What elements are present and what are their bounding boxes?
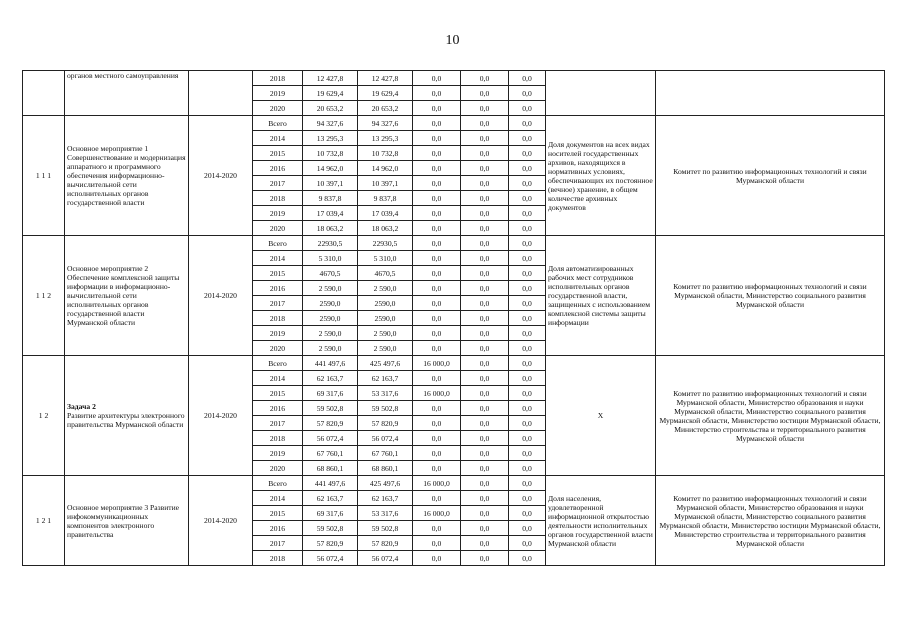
regional-budget-cell: 56 072,4 [358,431,413,446]
local-budget-cell: 0,0 [461,431,509,446]
year-cell: Всего [253,476,303,491]
other-sources-cell: 0,0 [509,71,546,86]
other-sources-cell: 0,0 [509,296,546,311]
federal-budget-cell: 0,0 [413,311,461,326]
local-budget-cell: 0,0 [461,236,509,251]
total-cell: 441 497,6 [303,356,358,371]
regional-budget-cell: 57 820,9 [358,416,413,431]
year-cell: Всего [253,116,303,131]
other-sources-cell: 0,0 [509,401,546,416]
other-sources-cell: 0,0 [509,191,546,206]
year-cell: 2020 [253,341,303,356]
year-cell: 2020 [253,221,303,236]
year-cell: Всего [253,356,303,371]
total-cell: 10 397,1 [303,176,358,191]
federal-budget-cell: 0,0 [413,131,461,146]
year-cell: 2019 [253,86,303,101]
table-body [23,71,885,566]
section-name-cell [65,356,189,476]
local-budget-cell: 0,0 [461,326,509,341]
federal-budget-cell: 0,0 [413,401,461,416]
federal-budget-cell: 0,0 [413,446,461,461]
section-code-cell: 1 1 1 [23,116,65,236]
year-cell: 2015 [253,386,303,401]
indicator-cell [546,71,656,116]
regional-budget-cell: 59 502,8 [358,521,413,536]
total-cell: 12 427,8 [303,71,358,86]
local-budget-cell: 0,0 [461,71,509,86]
other-sources-cell: 0,0 [509,416,546,431]
local-budget-cell: 0,0 [461,266,509,281]
regional-budget-cell: 2590,0 [358,296,413,311]
year-cell: 2018 [253,71,303,86]
indicator-cell: Х [546,356,656,476]
total-cell: 441 497,6 [303,476,358,491]
other-sources-cell: 0,0 [509,116,546,131]
year-cell: 2015 [253,506,303,521]
local-budget-cell: 0,0 [461,281,509,296]
regional-budget-cell: 57 820,9 [358,536,413,551]
regional-budget-cell: 2590,0 [358,311,413,326]
indicator-cell: Доля населения, удовлетворенной информационной открытостью деятельности исполнительных органов государственной власти Мурманской области [546,476,656,566]
section-name-text: Основное мероприятие 2 Обеспечение комплексной защиты информации в информационно-вычислительной сети исполнительных органов государственной власти Мурманской области [67,264,180,327]
local-budget-cell: 0,0 [461,536,509,551]
table-row [23,356,885,371]
year-cell: 2018 [253,431,303,446]
section-name-cell [65,71,189,116]
local-budget-cell: 0,0 [461,191,509,206]
federal-budget-cell: 0,0 [413,161,461,176]
year-cell: 2016 [253,401,303,416]
federal-budget-cell: 0,0 [413,341,461,356]
year-cell: 2014 [253,131,303,146]
total-cell: 2590,0 [303,296,358,311]
year-cell: 2019 [253,326,303,341]
local-budget-cell: 0,0 [461,521,509,536]
regional-budget-cell: 17 039,4 [358,206,413,221]
other-sources-cell: 0,0 [509,206,546,221]
year-cell: 2017 [253,536,303,551]
total-cell: 22930,5 [303,236,358,251]
total-cell: 19 629,4 [303,86,358,101]
section-code-cell: 1 2 1 [23,476,65,566]
period-cell: 2014-2020 [189,236,253,356]
local-budget-cell: 0,0 [461,161,509,176]
year-cell: 2017 [253,296,303,311]
local-budget-cell: 0,0 [461,86,509,101]
federal-budget-cell: 0,0 [413,236,461,251]
federal-budget-cell: 0,0 [413,251,461,266]
section-name-text: Основное мероприятие 1 Совершенствование и модернизация аппаратного и программного обеспечения информационно-вычислительной сети исполнительных органов государственной власти [67,144,186,207]
regional-budget-cell: 68 860,1 [358,461,413,476]
table-row [23,236,885,251]
federal-budget-cell: 0,0 [413,551,461,566]
regional-budget-cell: 53 317,6 [358,386,413,401]
regional-budget-cell: 59 502,8 [358,401,413,416]
federal-budget-cell: 0,0 [413,491,461,506]
local-budget-cell: 0,0 [461,476,509,491]
total-cell: 2 590,0 [303,326,358,341]
other-sources-cell: 0,0 [509,101,546,116]
other-sources-cell: 0,0 [509,311,546,326]
total-cell: 56 072,4 [303,551,358,566]
other-sources-cell: 0,0 [509,221,546,236]
total-cell: 4670,5 [303,266,358,281]
regional-budget-cell: 2 590,0 [358,326,413,341]
total-cell: 2590,0 [303,311,358,326]
regional-budget-cell: 4670,5 [358,266,413,281]
regional-budget-cell: 425 497,6 [358,356,413,371]
section-name-cell [65,236,189,356]
local-budget-cell: 0,0 [461,221,509,236]
other-sources-cell: 0,0 [509,536,546,551]
page-number: 10 [445,33,460,48]
year-cell: 2018 [253,551,303,566]
regional-budget-cell: 14 962,0 [358,161,413,176]
total-cell: 2 590,0 [303,341,358,356]
total-cell: 57 820,9 [303,536,358,551]
year-cell: 2014 [253,491,303,506]
federal-budget-cell: 0,0 [413,416,461,431]
other-sources-cell: 0,0 [509,341,546,356]
other-sources-cell: 0,0 [509,506,546,521]
local-budget-cell: 0,0 [461,131,509,146]
local-budget-cell: 0,0 [461,146,509,161]
section-code-cell: 1 2 [23,356,65,476]
section-name-cell [65,476,189,566]
federal-budget-cell: 0,0 [413,296,461,311]
local-budget-cell: 0,0 [461,176,509,191]
federal-budget-cell: 16 000,0 [413,506,461,521]
regional-budget-cell: 5 310,0 [358,251,413,266]
regional-budget-cell: 10 397,1 [358,176,413,191]
local-budget-cell: 0,0 [461,296,509,311]
federal-budget-cell: 0,0 [413,221,461,236]
year-cell: 2016 [253,281,303,296]
executor-cell: Комитет по развитию информационных технологий и связи Мурманской области, Министерство образования и науки Мурманской области, Министерство социального развития Мурманской области, Министерство юстиции Мурманской области, Министерство строительства и территориального развития Мурманской области [656,356,885,476]
local-budget-cell: 0,0 [461,461,509,476]
total-cell: 10 732,8 [303,146,358,161]
other-sources-cell: 0,0 [509,86,546,101]
indicator-cell: Доля автоматизированных рабочих мест сотрудников исполнительных органов государственной власти, защищенных с использованием комплексной системы защиты информации [546,236,656,356]
local-budget-cell: 0,0 [461,206,509,221]
other-sources-cell: 0,0 [509,461,546,476]
section-task-label: Задача 2 [67,402,96,411]
federal-budget-cell: 0,0 [413,266,461,281]
federal-budget-cell: 16 000,0 [413,476,461,491]
regional-budget-cell: 19 629,4 [358,86,413,101]
regional-budget-cell: 53 317,6 [358,506,413,521]
program-table [22,70,885,566]
section-name-cell [65,116,189,236]
local-budget-cell: 0,0 [461,551,509,566]
other-sources-cell: 0,0 [509,521,546,536]
federal-budget-cell: 0,0 [413,146,461,161]
local-budget-cell: 0,0 [461,386,509,401]
other-sources-cell: 0,0 [509,161,546,176]
other-sources-cell: 0,0 [509,551,546,566]
federal-budget-cell: 0,0 [413,431,461,446]
total-cell: 59 502,8 [303,401,358,416]
other-sources-cell: 0,0 [509,176,546,191]
regional-budget-cell: 18 063,2 [358,221,413,236]
section-name-text: органов местного самоуправления [67,71,179,80]
regional-budget-cell: 62 163,7 [358,371,413,386]
local-budget-cell: 0,0 [461,506,509,521]
federal-budget-cell: 0,0 [413,191,461,206]
total-cell: 69 317,6 [303,506,358,521]
total-cell: 13 295,3 [303,131,358,146]
other-sources-cell: 0,0 [509,326,546,341]
regional-budget-cell: 9 837,8 [358,191,413,206]
other-sources-cell: 0,0 [509,251,546,266]
other-sources-cell: 0,0 [509,476,546,491]
regional-budget-cell: 2 590,0 [358,341,413,356]
local-budget-cell: 0,0 [461,341,509,356]
regional-budget-cell: 425 497,6 [358,476,413,491]
federal-budget-cell: 0,0 [413,281,461,296]
executor-cell [656,71,885,116]
total-cell: 62 163,7 [303,371,358,386]
year-cell: 2019 [253,206,303,221]
section-code-cell: 1 1 2 [23,236,65,356]
year-cell: 2015 [253,266,303,281]
indicator-cell: Доля документов на всех видах носителей государственных архивов, находящихся в нормативных условиях, обеспечивающих их постоянное (вечное) хранение, в общем количестве архивных документов [546,116,656,236]
executor-cell: Комитет по развитию информационных технологий и связи Мурманской области [656,116,885,236]
year-cell: 2014 [253,371,303,386]
regional-budget-cell: 10 732,8 [358,146,413,161]
total-cell: 62 163,7 [303,491,358,506]
section-name-text: Основное мероприятие 3 Развитие инфокоммуникационных компонентов электронного правительства [67,502,180,539]
total-cell: 59 502,8 [303,521,358,536]
federal-budget-cell: 0,0 [413,71,461,86]
federal-budget-cell: 0,0 [413,101,461,116]
period-cell: 2014-2020 [189,116,253,236]
section-code-cell [23,71,65,116]
regional-budget-cell: 94 327,6 [358,116,413,131]
other-sources-cell: 0,0 [509,281,546,296]
executor-cell: Комитет по развитию информационных технологий и связи Мурманской области, Министерство образования и науки Мурманской области, Министерство социального развития Мурманской области, Министерство юстиции Мурманской области, Министерство строительства и территориального развития Мурманской области [656,476,885,566]
federal-budget-cell: 0,0 [413,371,461,386]
local-budget-cell: 0,0 [461,356,509,371]
year-cell: 2019 [253,446,303,461]
year-cell: 2020 [253,101,303,116]
year-cell: 2017 [253,176,303,191]
table-row [23,71,885,86]
local-budget-cell: 0,0 [461,401,509,416]
regional-budget-cell: 12 427,8 [358,71,413,86]
federal-budget-cell: 0,0 [413,206,461,221]
other-sources-cell: 0,0 [509,266,546,281]
local-budget-cell: 0,0 [461,446,509,461]
section-name-text: Развитие архитектуры электронного правительства Мурманской области [67,411,185,429]
other-sources-cell: 0,0 [509,446,546,461]
federal-budget-cell: 16 000,0 [413,356,461,371]
federal-budget-cell: 0,0 [413,116,461,131]
year-cell: 2017 [253,416,303,431]
local-budget-cell: 0,0 [461,251,509,266]
total-cell: 2 590,0 [303,281,358,296]
federal-budget-cell: 0,0 [413,536,461,551]
total-cell: 57 820,9 [303,416,358,431]
table-row [23,116,885,131]
other-sources-cell: 0,0 [509,236,546,251]
total-cell: 68 860,1 [303,461,358,476]
federal-budget-cell: 0,0 [413,326,461,341]
total-cell: 18 063,2 [303,221,358,236]
total-cell: 67 760,1 [303,446,358,461]
local-budget-cell: 0,0 [461,491,509,506]
federal-budget-cell: 0,0 [413,176,461,191]
other-sources-cell: 0,0 [509,131,546,146]
total-cell: 56 072,4 [303,431,358,446]
local-budget-cell: 0,0 [461,101,509,116]
table-row [23,476,885,491]
year-cell: 2015 [253,146,303,161]
local-budget-cell: 0,0 [461,311,509,326]
executor-cell: Комитет по развитию информационных технологий и связи Мурманской области, Министерство социального развития Мурманской области [656,236,885,356]
total-cell: 17 039,4 [303,206,358,221]
regional-budget-cell: 56 072,4 [358,551,413,566]
regional-budget-cell: 2 590,0 [358,281,413,296]
other-sources-cell: 0,0 [509,491,546,506]
total-cell: 94 327,6 [303,116,358,131]
regional-budget-cell: 20 653,2 [358,101,413,116]
other-sources-cell: 0,0 [509,371,546,386]
year-cell: 2018 [253,311,303,326]
year-cell: 2016 [253,161,303,176]
total-cell: 5 310,0 [303,251,358,266]
total-cell: 20 653,2 [303,101,358,116]
other-sources-cell: 0,0 [509,146,546,161]
federal-budget-cell: 0,0 [413,86,461,101]
local-budget-cell: 0,0 [461,371,509,386]
regional-budget-cell: 67 760,1 [358,446,413,461]
federal-budget-cell: 0,0 [413,461,461,476]
regional-budget-cell: 13 295,3 [358,131,413,146]
year-cell: 2020 [253,461,303,476]
year-cell: 2014 [253,251,303,266]
year-cell: 2016 [253,521,303,536]
other-sources-cell: 0,0 [509,356,546,371]
other-sources-cell: 0,0 [509,386,546,401]
period-cell: 2014-2020 [189,356,253,476]
period-cell: 2014-2020 [189,476,253,566]
period-cell [189,71,253,116]
total-cell: 14 962,0 [303,161,358,176]
total-cell: 69 317,6 [303,386,358,401]
federal-budget-cell: 0,0 [413,521,461,536]
local-budget-cell: 0,0 [461,416,509,431]
other-sources-cell: 0,0 [509,431,546,446]
total-cell: 9 837,8 [303,191,358,206]
regional-budget-cell: 22930,5 [358,236,413,251]
regional-budget-cell: 62 163,7 [358,491,413,506]
year-cell: Всего [253,236,303,251]
local-budget-cell: 0,0 [461,116,509,131]
federal-budget-cell: 16 000,0 [413,386,461,401]
year-cell: 2018 [253,191,303,206]
